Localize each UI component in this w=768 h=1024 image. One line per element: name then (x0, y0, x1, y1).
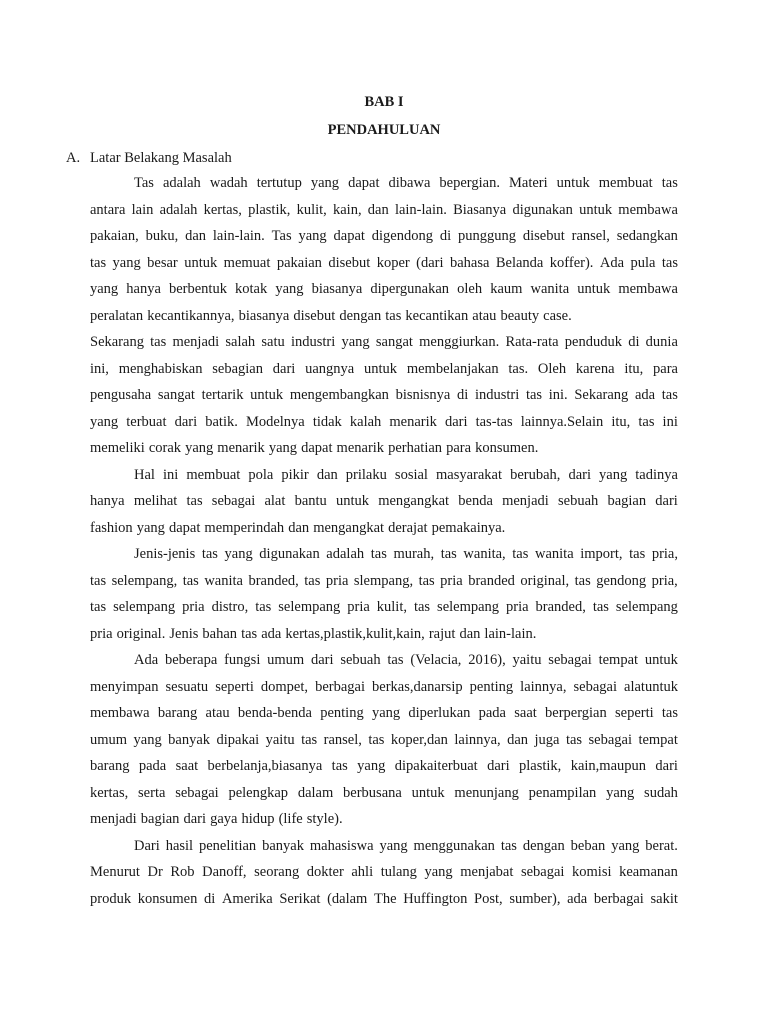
chapter-title: PENDAHULUAN (327, 122, 441, 138)
text-line: Ada beberapa fungsi umum dari sebuah tas (Velacia, 2016), yaitu sebagai tempat untuk (134, 652, 678, 668)
text-line: menjadi bagian dari gaya hidup (life style). (90, 811, 343, 827)
text-line: antara lain adalah kertas, plastik, kulit, kain, dan lain-lain. Biasanya digunakan untuk membawa (90, 201, 678, 218)
text-line: tas yang besar untuk memuat pakaian disebut koper (dari bahasa Belanda koffer). Ada pula tas (90, 254, 678, 271)
text-line: Hal ini membuat pola pikir dan prilaku sosial masyarakat berubah, dari yang tadinya (134, 466, 678, 483)
text-line: tas selempang pria distro, tas selempang pria kulit, tas selempang pria branded, tas selempang (90, 599, 678, 615)
text-line: produk konsumen di Amerika Serikat (dalam The Huffington Post, sumber), ada berbagai sakit (90, 890, 678, 907)
text-line: yang terbuat dari batik. Modelnya tidak kalah menarik dari tas-tas lainnya.Selain itu, tas ini (90, 413, 678, 430)
section-number: A. (66, 150, 81, 166)
text-line: Jenis-jenis tas yang digunakan adalah tas murah, tas wanita, tas wanita import, tas pria, (134, 546, 678, 562)
text-line: peralatan kecantikannya, biasanya disebut dengan tas kecantikan atau beauty case. (90, 307, 572, 324)
text-line: pakaian, buku, dan lain-lain. Tas yang dapat digendong di punggung disebut ransel, sedangkan (90, 228, 678, 244)
text-line: hanya melihat tas sebagai alat bantu untuk mengangkat benda menjadi sebuah bagian dari (90, 493, 678, 509)
text-line: menyimpan sesuatu seperti dompet, berbagai berkas,danarsip penting lainnya, sebagai alatuntuk (90, 678, 678, 695)
text-line: memeliki corak yang menarik yang dapat menarik perhatian para konsumen. (90, 440, 539, 456)
body-text (90, 170, 678, 912)
text-line: membawa barang atau benda-benda penting yang diperlukan pada saat berpergian seperti tas (90, 705, 678, 721)
text-line: Tas adalah wadah tertutup yang dapat dibawa bepergian. Materi untuk membuat tas (134, 175, 678, 191)
text-line: yang hanya berbentuk kotak yang biasanya dipergunakan oleh kaum wanita untuk membawa (90, 281, 678, 297)
chapter-heading: BAB I (364, 94, 404, 110)
text-line: pengusaha sangat tertarik untuk mengembangkan bisnisnya di industri tas ini. Sekarang ada tas (90, 387, 678, 403)
text-line: Sekarang tas menjadi salah satu industri yang sangat menggiurkan. Rata-rata penduduk di dunia (90, 334, 678, 350)
text-line: Menurut Dr Rob Danoff, seorang dokter ahli tulang yang menjabat sebagai komisi keamanan (90, 864, 678, 880)
text-line: umum yang banyak dipakai yaitu tas ransel, tas koper,dan lainnya, dan juga tas sebagai tempat (90, 731, 678, 748)
section-heading (66, 149, 232, 167)
text-line: barang pada saat berbelanja,biasanya tas yang dipakaiterbuat dari plastik, kain,maupun dari (90, 758, 678, 774)
section-title: Latar Belakang Masalah (90, 150, 232, 166)
text-line: fashion yang dapat memperindah dan mengangkat derajat pemakainya. (90, 519, 506, 536)
text-line: ini, menghabiskan sebagian dari uangnya untuk membelanjakan tas. Oleh karena itu, para (90, 360, 678, 377)
text-line: pria original. Jenis bahan tas ada kertas,plastik,kulit,kain, rajut dan lain-lain. (90, 625, 537, 642)
text-line: tas selempang, tas wanita branded, tas pria slempang, tas pria branded original, tas gendong pria, (90, 572, 678, 589)
text-line: Dari hasil penelitian banyak mahasiswa yang menggunakan tas dengan beban yang berat. (134, 837, 678, 854)
text-line: kertas, serta sebagai pelengkap dalam berbusana untuk menunjang penampilan yang sudah (90, 784, 678, 801)
